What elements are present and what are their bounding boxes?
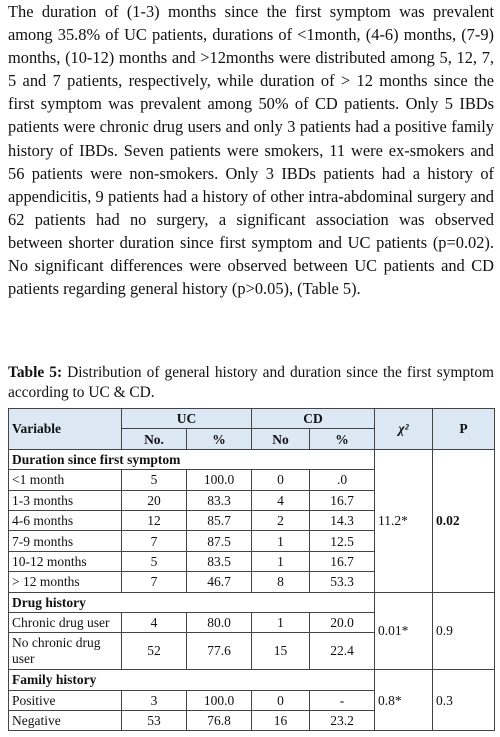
group-title: Family history xyxy=(9,670,375,690)
uc-count: 53 xyxy=(122,711,187,731)
header-uc-no: No. xyxy=(122,429,187,449)
uc-percent: 87.5 xyxy=(187,531,252,551)
cd-count: 1 xyxy=(252,551,310,571)
cd-percent: 16.7 xyxy=(310,551,375,571)
p-value: 0.3 xyxy=(433,670,495,731)
uc-count: 7 xyxy=(122,531,187,551)
cd-percent: 14.3 xyxy=(310,510,375,530)
cd-percent: - xyxy=(310,690,375,710)
row-label: Chronic drug user xyxy=(9,612,122,632)
cd-count: 0 xyxy=(252,690,310,710)
header-uc-pct: % xyxy=(187,429,252,449)
cd-count: 1 xyxy=(252,531,310,551)
cd-count: 4 xyxy=(252,490,310,510)
row-label: Positive xyxy=(9,690,122,710)
group-header-row xyxy=(9,592,495,612)
uc-count: 3 xyxy=(122,690,187,710)
p-value: 0.9 xyxy=(433,592,495,670)
uc-percent: 80.0 xyxy=(187,612,252,632)
uc-count: 4 xyxy=(122,612,187,632)
row-label: Negative xyxy=(9,711,122,731)
cd-percent: 16.7 xyxy=(310,490,375,510)
header-uc: UC xyxy=(122,409,252,429)
header-cd: CD xyxy=(252,409,375,429)
uc-percent: 100.0 xyxy=(187,690,252,710)
chi-square-value: 0.8* xyxy=(375,670,433,731)
table-caption xyxy=(8,363,494,402)
uc-percent: 77.6 xyxy=(187,633,252,670)
group-title: Duration since first symptom xyxy=(9,449,375,469)
uc-count: 7 xyxy=(122,572,187,592)
uc-count: 5 xyxy=(122,470,187,490)
cd-count: 8 xyxy=(252,572,310,592)
chi-square-value: 11.2* xyxy=(375,449,433,592)
uc-count: 5 xyxy=(122,551,187,571)
table-caption-label: Table 5: xyxy=(8,364,63,381)
p-value: 0.02 xyxy=(433,449,495,592)
cd-count: 16 xyxy=(252,711,310,731)
body-paragraph: The duration of (1-3) months since the first symptom was prevalent among 35.8% of UC patients, durations of <1month, (4-6) months, (7-9) months, (10-12) months and >12months were distributed among 5, 12, 7, 5 and 7 patients, respectively, while duration of > 12 months since the first symptom was prevalent among 50% of CD patients. Only 5 IBDs patients were chronic drug users and only 3 patients had a positive family history of IBDs. Seven patients were smokers, 11 were ex-smokers and 56 patients were non-smokers. Only 3 IBDs patients had a history of appendicitis, 9 patients had a history of other intra-abdominal surgery and 62 patients had no surgery, a significant association was observed between shorter duration since first symptom and UC patients (p=0.02). No significant differences were observed between UC patients and CD patients regarding general history (p>0.05), (Table 5). xyxy=(8,2,494,299)
chi-square-value: 0.01* xyxy=(375,592,433,670)
header-variable: Variable xyxy=(9,409,122,450)
uc-count: 12 xyxy=(122,510,187,530)
cd-percent: .0 xyxy=(310,470,375,490)
row-label: 7-9 months xyxy=(9,531,122,551)
cd-percent: 53.3 xyxy=(310,572,375,592)
header-cd-no: No xyxy=(252,429,310,449)
cd-percent: 22.4 xyxy=(310,633,375,670)
row-label: 10-12 months xyxy=(9,551,122,571)
cd-count: 0 xyxy=(252,470,310,490)
table-caption-text: Distribution of general history and duration since the first symptom according to UC & CD. xyxy=(8,364,495,401)
group-title: Drug history xyxy=(9,592,375,612)
header-chi-square: χ² xyxy=(375,409,433,450)
row-label: 1-3 months xyxy=(9,490,122,510)
cd-count: 1 xyxy=(252,612,310,632)
uc-percent: 83.5 xyxy=(187,551,252,571)
uc-percent: 46.7 xyxy=(187,572,252,592)
header-p-value: P xyxy=(433,409,495,450)
uc-percent: 83.3 xyxy=(187,490,252,510)
uc-percent: 85.7 xyxy=(187,510,252,530)
cd-percent: 23.2 xyxy=(310,711,375,731)
cd-count: 15 xyxy=(252,633,310,670)
row-label: 4-6 months xyxy=(9,510,122,530)
group-header-row xyxy=(9,670,495,690)
cd-percent: 12.5 xyxy=(310,531,375,551)
group-header-row xyxy=(9,449,495,469)
row-label: No chronic drug user xyxy=(9,633,122,670)
uc-count: 52 xyxy=(122,633,187,670)
cd-percent: 20.0 xyxy=(310,612,375,632)
row-label: <1 month xyxy=(9,470,122,490)
uc-percent: 76.8 xyxy=(187,711,252,731)
header-cd-pct: % xyxy=(310,429,375,449)
cd-count: 2 xyxy=(252,510,310,530)
uc-count: 20 xyxy=(122,490,187,510)
row-label: > 12 months xyxy=(9,572,122,592)
uc-percent: 100.0 xyxy=(187,470,252,490)
table-5 xyxy=(8,408,495,731)
